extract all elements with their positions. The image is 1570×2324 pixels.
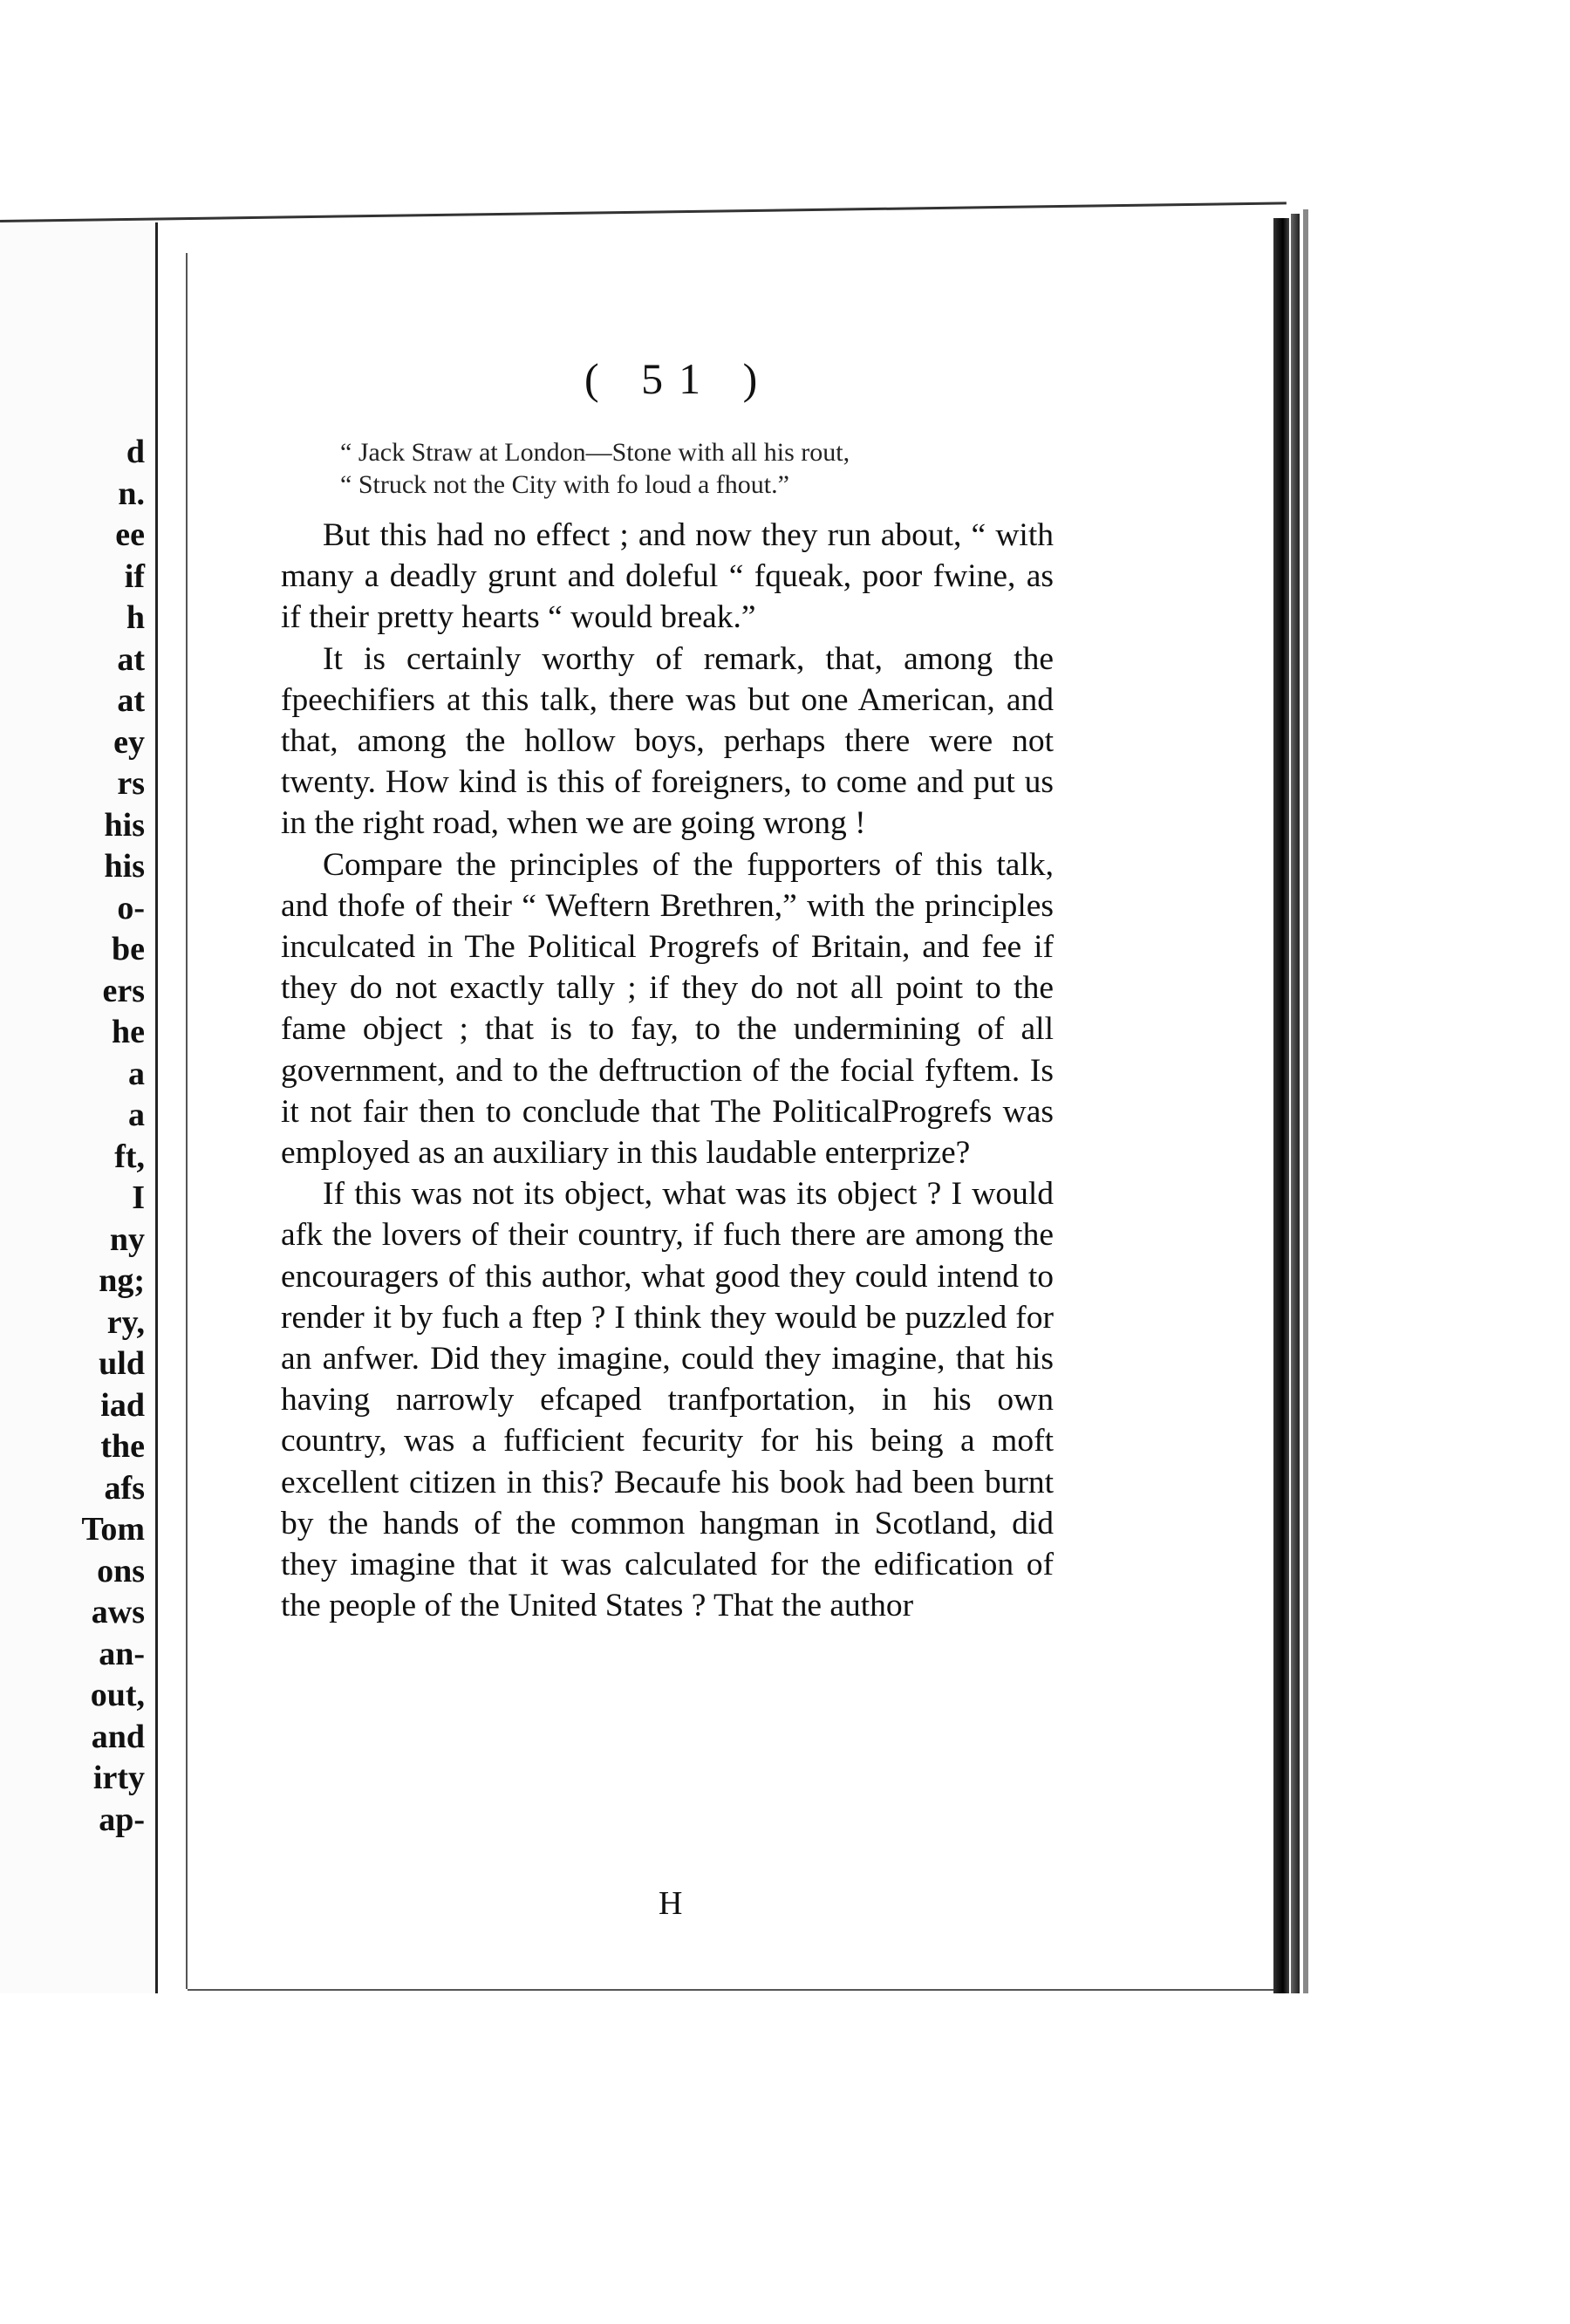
left-page-fragment-line: a <box>128 1055 145 1092</box>
bottom-page-edge <box>188 1989 1287 1991</box>
left-page-fragment-line: Tom <box>81 1511 145 1548</box>
verse-quote <box>340 436 850 501</box>
inner-margin-line <box>186 253 188 1989</box>
paragraph: If this was not its object, what was its object ? I would afk the lovers of their country, if fuch there are among the encouragers of this author, what good they could intend to render it by fuch a ftep ? I think they would be puzzled for an anfwer. Did they imagine, could they imagine, that his having narrowly efcaped tranfportation, in his own country, was a fufficient fecurity for his being a moft excellent citizen in this? Becaufe his book had been burnt by the hands of the common hangman in Scotland, did they imagine that it was calculated for the edification of the people of the United States ? That the author <box>281 1176 1054 1624</box>
top-page-edge <box>0 202 1287 222</box>
left-page-fragment-line: be <box>112 931 145 967</box>
book-spine <box>1273 218 1289 1993</box>
left-page-fragment-line: and <box>91 1718 145 1755</box>
left-page-fragment-line: out, <box>90 1677 145 1713</box>
left-page-fragment-line: ey <box>113 723 145 761</box>
left-page-fragment-line: his <box>104 848 145 885</box>
left-page-fragment-line: if <box>124 557 145 595</box>
left-page-fragment-line: at <box>117 640 145 678</box>
verse-line: “ Struck not the City with fo loud a fhout.” <box>340 470 789 499</box>
left-page-fragment-line: rs <box>117 765 145 802</box>
left-page-fragment-line: the <box>100 1428 145 1465</box>
left-page-fragment-line: ny <box>109 1220 145 1258</box>
left-page-fragment <box>0 222 158 1993</box>
left-page-fragment-line: o- <box>117 889 145 926</box>
paragraph: Compare the principles of the fupporters of this talk, and thofe of their “ Weftern Brethren,” with the principles inculcated in The Political Progrefs of Britain, and fee if they do not exactly tally ; if they do not all point to the fame object ; that is to fay, to the undermining of all government, and to the deftruction of the focial fyftem. Is it not fair then to conclude that The PoliticalProgrefs was employed as an auxiliary in this laudable enterprize? <box>281 846 1054 1172</box>
paragraph: But this had no effect ; and now they run about, “ with many a deadly grunt and doleful “ fqueak, poor fwine, as if their pretty hearts “ would break.” <box>281 517 1054 636</box>
left-page-fragment-line: ers <box>102 972 145 1009</box>
body-text <box>281 515 1054 1626</box>
left-page-fragment-line: a <box>128 1097 145 1133</box>
verse-line: “ Jack Straw at London—Stone with all his rout, <box>340 438 850 467</box>
page-number: ( 51 ) <box>584 354 774 403</box>
left-page-fragment-line: ee <box>115 516 145 553</box>
left-page-fragment-line: he <box>112 1014 145 1050</box>
left-page-fragment-line: I <box>132 1179 145 1216</box>
left-page-fragment-line: ons <box>97 1552 145 1589</box>
left-page-fragment-line: at <box>117 682 145 719</box>
left-page-fragment-line: irty <box>92 1760 145 1796</box>
book-spine-shadow <box>1291 214 1300 1993</box>
left-page-fragment-line: uld <box>99 1345 145 1382</box>
left-page-fragment-line: ft, <box>114 1138 145 1175</box>
book-edge <box>1303 209 1308 1993</box>
left-page-fragment-line: afs <box>104 1469 145 1507</box>
catchword: H <box>659 1885 683 1922</box>
left-page-fragment-line: ng; <box>99 1262 145 1299</box>
left-page-fragment-line: ry, <box>106 1303 145 1341</box>
left-page-fragment-line: iad <box>100 1386 145 1424</box>
left-page-fragment-line: h <box>126 599 145 636</box>
left-page-fragment-line: n. <box>118 475 145 512</box>
left-page-fragment-line: aws <box>91 1594 145 1630</box>
left-page-fragment-line: his <box>104 806 145 844</box>
left-page-fragment-line: ap- <box>99 1801 145 1838</box>
left-page-fragment-line: d <box>126 434 145 470</box>
paragraph: It is certainly worthy of remark, that, among the fpeechifiers at this talk, there was but one American, and that, among the hollow boys, perhaps there were not twenty. How kind is this of foreigners, to come and put us in the right road, when we are going wrong ! <box>281 640 1054 842</box>
left-page-fragment-line: an- <box>99 1635 145 1672</box>
